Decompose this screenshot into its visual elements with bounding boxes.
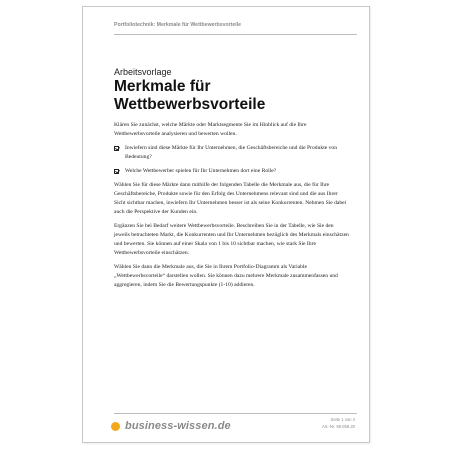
intro-paragraph: Klären Sie zunächst, welche Märkte oder Marktsegmente Sie im Hinblick auf die Ihre Wettbewerbsvorteile analysieren und bewerten wollen. — [114, 122, 307, 137]
checklist-item — [114, 144, 350, 162]
body-paragraph: Wählen Sie dann die Merkmale aus, die Sie in Ihrem Portfolio-Diagramm als Variable „Wettbewerbsvorteile“ darstellen wollen. Sie können dazu mehrere Merkmale zusammenfassen und aggregieren, indem Sie die Bewertungspunkte (1-10) addieren. — [114, 264, 338, 288]
checklist-item-text: Welche Wettbewerber spielen für Ihr Unternehmen dort eine Rolle? — [125, 168, 277, 174]
document-kicker: Arbeitsvorlage — [114, 67, 172, 77]
document-body — [114, 121, 350, 295]
brand-name: business-wissen.de — [125, 420, 231, 432]
article-number: Art.-Nr. 99.058.20 — [321, 423, 355, 429]
brand-logo — [111, 420, 231, 432]
checklist-item-text: Inwiefern sind diese Märkte für Ihr Unternehmen, die Geschäftsbereiche und die Produkte von Bedeutung? — [125, 145, 338, 160]
body-paragraph: Ergänzen Sie bei Bedarf weitere Wettbewerbsvorteile. Beschreiben Sie in der Tabelle, wie Sie den jeweils betrachteten Markt, die Konkurrenten und Ihr Unternehmen bezüglich des Merkmals einschätzen und bewerten. Sie können auf einer Skala von 1 bis 10 sichtbar machen, wie stark Sie Ihre Wettbewerbsvorteile einschätzen. — [114, 223, 349, 256]
document-title: Merkmale für Wettbewerbsvorteile — [114, 78, 266, 113]
running-header: Portfoliotechnik: Merkmale für Wettbewerbsvorteile — [114, 22, 242, 28]
checkbox-icon — [114, 169, 119, 174]
footer-divider — [114, 413, 357, 414]
brand-dot-icon — [111, 422, 120, 431]
checklist-item — [114, 167, 350, 176]
header-divider — [114, 34, 357, 35]
document-page — [82, 6, 370, 443]
checkbox-icon — [114, 146, 119, 151]
body-paragraph: Wählen Sie für diese Märkte dann mithilfe der folgenden Tabelle die Merkmale aus, die für Ihre Geschäftsbereiche, Produkte sowie für den Erfolg des Unternehmens relevant sind und die aus Ihrer Sicht sichtbar machen, inwiefern Ihr Unternehmen besser ist als seine Konkurrenten. Nehmen Sie dabei auch die Perspektive der Kunden ein. — [114, 182, 347, 215]
page-meta — [322, 417, 355, 430]
page-number: Seite 1 von 4 — [330, 417, 355, 422]
